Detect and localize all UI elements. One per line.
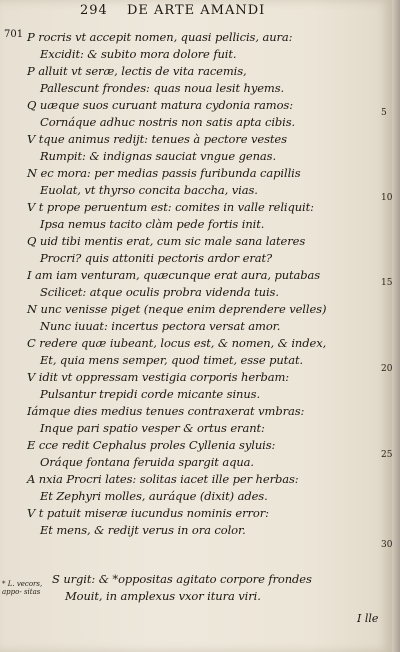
verse-line: Et mens, & redijt verus in ora color. bbox=[40, 523, 246, 537]
verse-line: Q uid tibi mentis erat, cum sic male sana lateres bbox=[27, 234, 306, 248]
line-number: 15 bbox=[381, 278, 393, 288]
line-number: 10 bbox=[381, 193, 393, 203]
line-number: 20 bbox=[381, 364, 393, 374]
line-number: 5 bbox=[381, 108, 387, 118]
verse-line: Inque pari spatio vesper & ortus erant: bbox=[40, 421, 265, 435]
page-number: 294 bbox=[80, 3, 108, 18]
verse-line: Pallescunt frondes: quas noua lesit hyems. bbox=[40, 81, 285, 95]
verse-line: Iámque dies medius tenues contraxerat vmbras: bbox=[27, 404, 305, 418]
running-title: DE ARTE AMANDI bbox=[126, 3, 266, 18]
verse-line: Cornáque adhuc nostris non satis apta cibis. bbox=[40, 115, 296, 129]
verse-line: V idit vt oppressam vestigia corporis herbam: bbox=[27, 370, 290, 384]
verse-line: Nunc iuuat: incertus pectora versat amor. bbox=[40, 319, 281, 333]
verse-line: Q uæque suos curuant matura cydonia ramos: bbox=[27, 98, 293, 112]
verse-line: Rumpit: & indignas sauciat vngue genas. bbox=[40, 149, 276, 163]
verse-line: Et, quia mens semper, quod timet, esse putat. bbox=[40, 353, 304, 367]
verse-line: Pulsantur trepidi corde micante sinus. bbox=[40, 387, 261, 401]
verse-line: V tque animus redijt: tenues à pectore vestes bbox=[27, 132, 287, 146]
verse-line: Euolat, vt thyrso concita baccha, vias. bbox=[40, 183, 258, 197]
verse-line: Ipsa nemus tacito clàm pede fortis init. bbox=[40, 217, 265, 231]
verse-line: C redere quæ iubeant, locus est, & nomen, & index, bbox=[27, 336, 327, 350]
margin-note: * L. vecors, appo- sitas bbox=[2, 580, 43, 596]
verse-line: Mouit, in amplexus vxor itura viri. bbox=[65, 589, 261, 603]
verse-line: S urgit: & *oppositas agitato corpore frondes bbox=[52, 572, 312, 586]
verse-line: N unc venisse piget (neque enim deprendere velles) bbox=[27, 302, 327, 316]
catchword: I lle bbox=[357, 612, 379, 625]
verse-line: V t prope peruentum est: comites in valle reliquit: bbox=[27, 200, 314, 214]
verse-line: N ec mora: per medias passis furibunda capillis bbox=[27, 166, 301, 180]
verse-line: P rocris vt accepit nomen, quasi pellicis, aura: bbox=[27, 30, 293, 44]
verse-line: Oráque fontana feruida spargit aqua. bbox=[40, 455, 254, 469]
page-edge bbox=[392, 0, 400, 652]
verse-line: A nxia Procri lates: solitas iacet ille per herbas: bbox=[27, 472, 299, 486]
line-number: 25 bbox=[381, 450, 393, 460]
verse-line: Scilicet: atque oculis probra videnda tuis. bbox=[40, 285, 279, 299]
verse-line: E cce redit Cephalus proles Cyllenia syluis: bbox=[27, 438, 276, 452]
line-number: 30 bbox=[381, 540, 393, 550]
verse-line: I am iam venturam, quæcunque erat aura, putabas bbox=[27, 268, 321, 282]
verse-line: V t patuit miseræ iucundus nominis error: bbox=[27, 506, 269, 520]
verse-line: P alluit vt seræ, lectis de vita racemis, bbox=[27, 64, 247, 78]
side-reference: 701 bbox=[4, 29, 24, 40]
verse-line: Excidit: & subito mora dolore fuit. bbox=[40, 47, 237, 61]
verse-line: Procri? quis attoniti pectoris ardor erat? bbox=[40, 251, 273, 265]
verse-line: Et Zephyri molles, auráque (dixit) ades. bbox=[40, 489, 268, 503]
running-header bbox=[80, 3, 265, 18]
